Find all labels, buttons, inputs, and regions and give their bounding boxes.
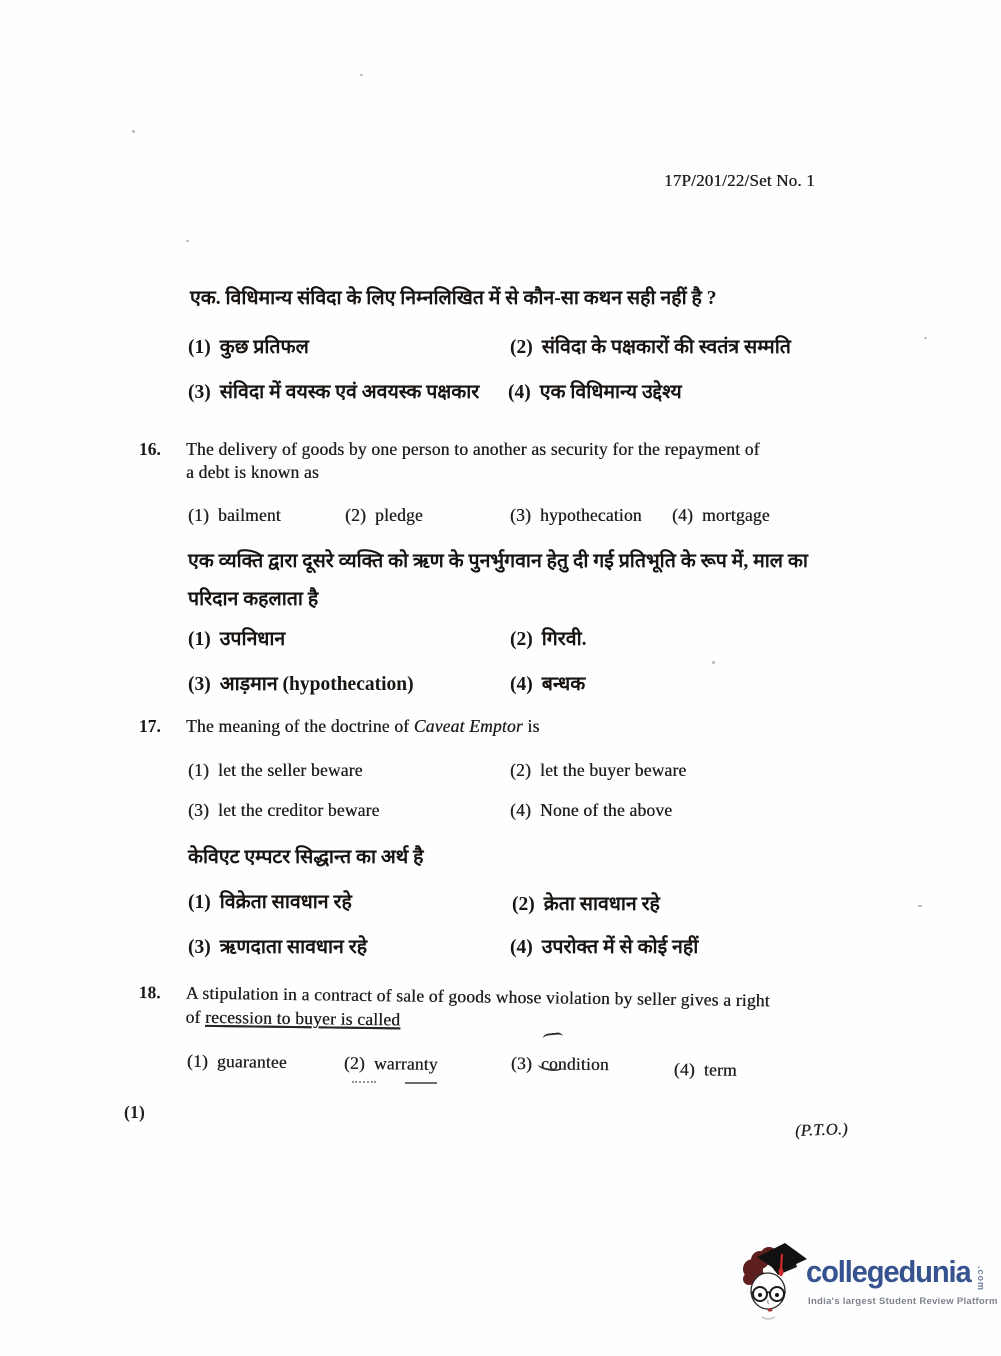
option-number: (3) [510,505,532,525]
option-text: आड़मान (hypothecation) [219,674,414,695]
q16-option-3 [510,505,642,526]
q17-option-4 [510,800,672,821]
option-text: let the creditor beware [218,800,380,820]
question-15-hindi-text: एक. विधिमान्य संविदा के लिए निम्नलिखित में से कौन-सा कथन सही नहीं है ? [190,288,717,309]
q17-option-3 [188,800,380,821]
option-text: let the buyer beware [540,760,687,780]
q18-option-4 [674,1059,737,1081]
question-18-line2-prefix: of [185,1006,206,1027]
pto-label: (P.T.O.) [794,1119,849,1140]
option-text: क्रेता सावधान रहे [543,894,660,915]
option-text: विक्रेता सावधान रहे [219,892,352,913]
question-16-text-line2: a debt is known as [186,462,319,482]
option-text: उपनिधान [219,629,286,650]
scan-speck [918,905,922,907]
question-18-line2-underlined: recession to buyer is called [204,1006,401,1030]
scan-speck [186,240,189,242]
option-text: guarantee [216,1051,287,1072]
question-16-hindi-line2: परिदान कहलाता है [188,589,319,610]
question-17-text-italic: Caveat Emptor [413,716,523,736]
pen-dash-mark [405,1082,437,1084]
option-number: (4) [510,800,532,820]
question-16-number: 16. [139,439,161,459]
option-text: ऋणदाता सावधान रहे [219,937,368,958]
option-number: (1) [188,892,211,913]
page-number: (1) [124,1102,146,1122]
option-number: (2) [512,894,535,915]
q17-option-hi-4 [510,932,698,959]
option-text: mortgage [702,505,770,525]
option-text: pledge [375,505,423,525]
option-number: (1) [188,337,211,358]
option-number: (2) [343,1052,366,1073]
option-text: संविदा के पक्षकारों की स्वतंत्र सम्मति [541,337,791,358]
question-17-number: 17. [139,716,161,736]
option-text: बन्धक [541,674,586,695]
option-number: (3) [188,937,211,958]
q16-option-hi-2 [510,624,587,651]
option-number: (1) [188,629,211,650]
option-number: (2) [510,760,532,780]
question-17-text-prefix: The meaning of the doctrine of [186,716,414,736]
option-number: (4) [672,505,694,525]
q15-option-2 [510,332,791,359]
question-18-number: 18. [138,981,161,1003]
scan-speck [712,661,715,664]
question-17-text-suffix: is [522,716,540,736]
question-16-hindi-line1: एक व्यक्ति द्वारा दूसरे व्यक्ति को ऋण के पुनर्भुगवान हेतु दी गई प्रतिभूति के रूप में, माल का [188,551,808,572]
q16-option-1 [188,505,281,526]
question-16-text-line1: The delivery of goods by one person to another as security for the repayment of [186,439,760,459]
scan-speck [132,130,135,133]
question-18-block [138,980,899,1100]
scan-speck [360,74,363,76]
option-number: (3) [188,674,211,695]
option-text: गिरवी. [541,629,587,650]
option-text: hypothecation [540,505,642,525]
q16-option-hi-3 [188,669,414,696]
option-number: (3) [188,800,210,820]
option-number: (4) [510,674,533,695]
option-text: कुछ प्रतिफल [219,337,309,358]
collegedunia-brand-text: collegedunia [806,1254,971,1289]
q15-option-3 [188,377,479,404]
option-text: let the seller beware [218,760,363,780]
q17-option-hi-1 [188,887,352,914]
option-number: (2) [510,337,533,358]
option-number: (1) [188,505,210,525]
option-number: (3) [188,382,211,403]
option-number: (4) [508,382,531,403]
question-18-text-line1: A stipulation in a contract of sale of goods whose violation by seller gives a right [185,982,770,1011]
q16-option-hi-1 [188,624,285,651]
q18-option-2 [344,1053,438,1075]
option-number: (4) [510,937,533,958]
paper-set-code: 17P/201/22/Set No. 1 [664,171,815,190]
collegedunia-logo [737,1242,998,1326]
question-17-hindi-text: केविएट एम्पटर सिद्धान्त का अर्थ है [188,847,424,868]
option-text: संविदा में वयस्क एवं अवयस्क पक्षकार [219,382,480,403]
pen-dots-mark [352,1081,376,1083]
q16-option-4 [672,505,770,526]
option-number: (2) [510,629,533,650]
collegedunia-tld-text: .com [976,1266,986,1292]
option-text: None of the above [540,800,673,820]
option-text: term [703,1059,737,1080]
collegedunia-tagline: India's largest Student Review Platform [808,1296,998,1307]
option-text: condition [540,1053,609,1075]
q16-option-2 [345,505,423,526]
q17-option-hi-2 [512,889,660,916]
q18-option-1 [187,1051,287,1073]
option-number: (3) [510,1052,533,1074]
q17-option-hi-3 [188,932,367,959]
collegedunia-mascot-icon [737,1242,807,1324]
option-text: bailment [218,505,281,525]
option-text: warranty [373,1053,438,1074]
q15-option-1 [188,332,309,359]
option-number: (4) [673,1059,696,1080]
q16-option-hi-4 [510,669,585,696]
question-18-text-line2 [185,1007,400,1031]
q15-option-4 [508,377,682,404]
option-number: (1) [186,1050,209,1071]
option-number: (1) [188,760,210,780]
scan-speck [924,337,927,339]
q17-option-1 [188,760,363,781]
q17-option-2 [510,760,686,781]
option-number: (2) [345,505,367,525]
option-text: उपरोक्त में से कोई नहीं [541,937,699,958]
question-17-text [186,716,540,737]
option-text: एक विधिमान्य उद्देश्य [539,382,682,403]
